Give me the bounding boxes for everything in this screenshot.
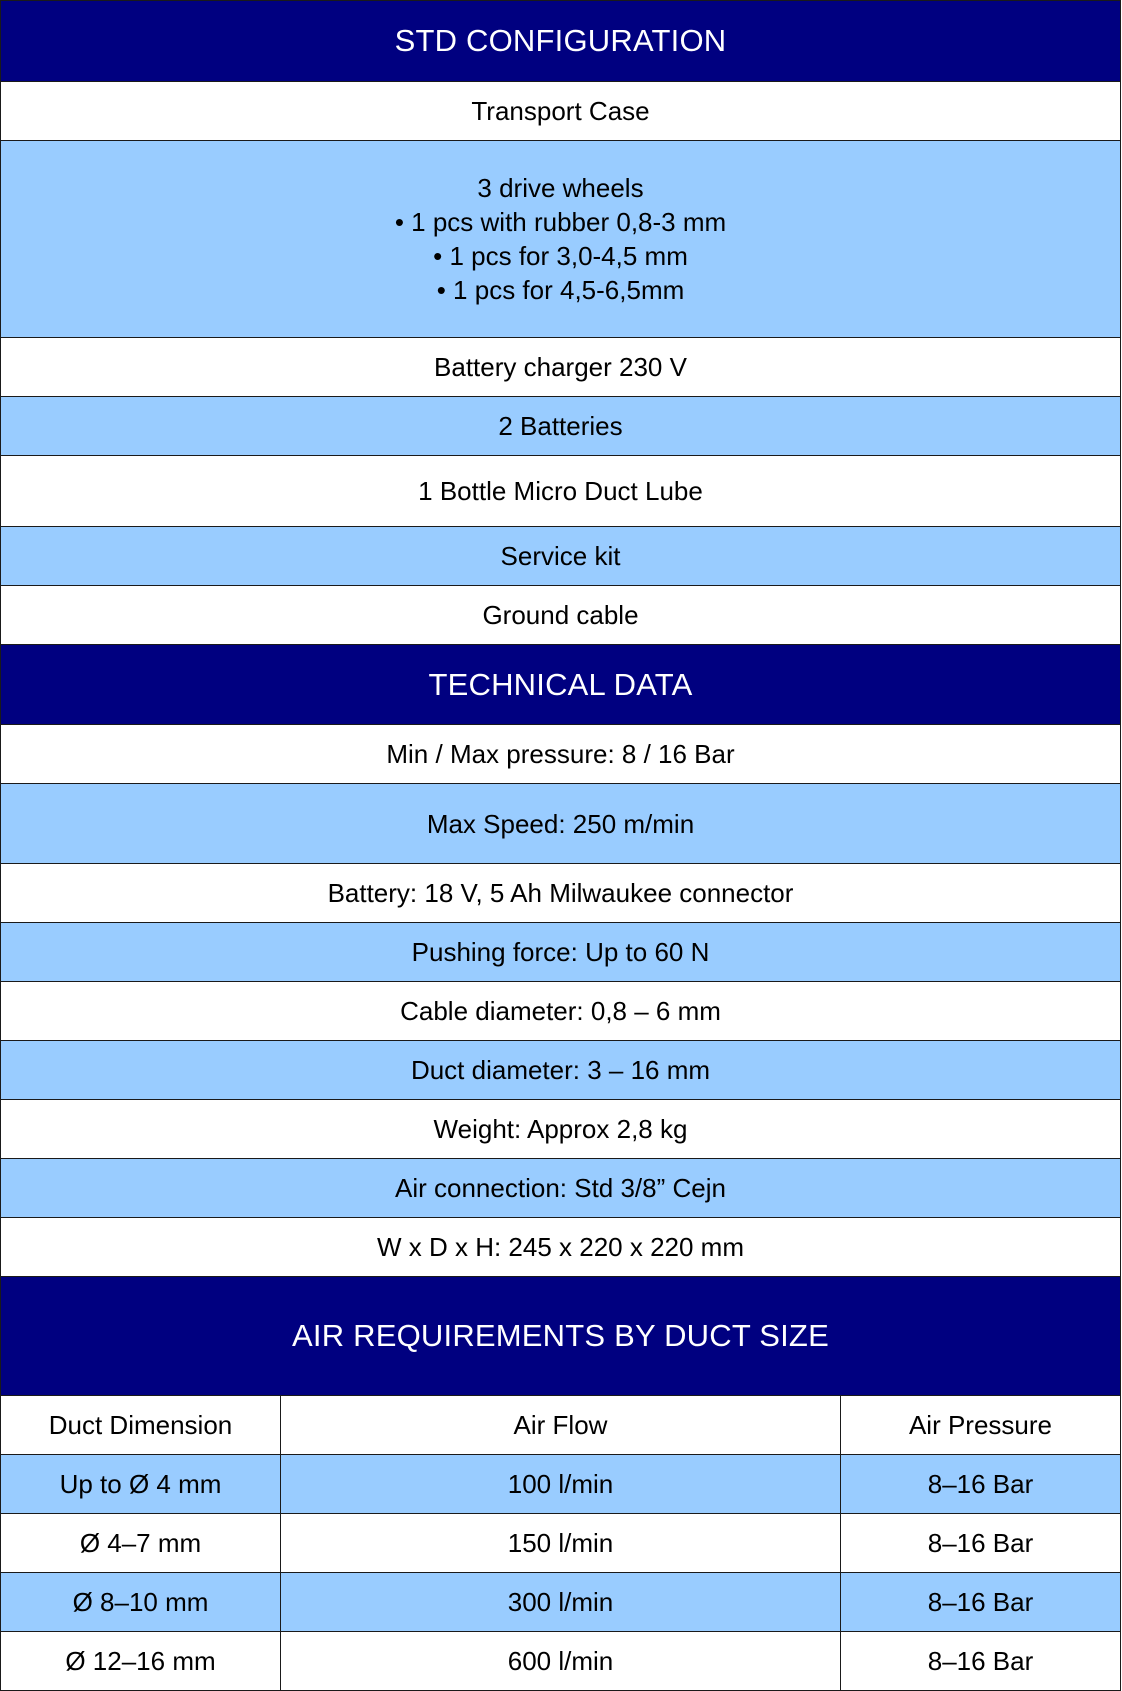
duct-dimension-cell: Ø 8–10 mm — [1, 1573, 281, 1632]
tech-item-duct-diameter: Duct diameter: 3 – 16 mm — [1, 1041, 1121, 1100]
tech-item-weight: Weight: Approx 2,8 kg — [1, 1100, 1121, 1159]
tech-row — [1, 923, 1121, 982]
table-row — [1, 1573, 1121, 1632]
config-item-line: • 1 pcs for 4,5-6,5mm — [436, 275, 685, 305]
duct-dimension-cell: Ø 12–16 mm — [1, 1632, 281, 1691]
tech-item-pressure: Min / Max pressure: 8 / 16 Bar — [1, 725, 1121, 784]
air-flow-cell: 100 l/min — [281, 1455, 841, 1514]
air-pressure-cell: 8–16 Bar — [841, 1573, 1121, 1632]
duct-dimension-cell: Ø 4–7 mm — [1, 1514, 281, 1573]
column-header-duct-dimension: Duct Dimension — [1, 1396, 281, 1455]
tech-item-cable-diameter: Cable diameter: 0,8 – 6 mm — [1, 982, 1121, 1041]
std-configuration-header-row — [1, 1, 1121, 82]
tech-row — [1, 864, 1121, 923]
tech-row — [1, 1159, 1121, 1218]
tech-row — [1, 725, 1121, 784]
air-requirements-header-row — [1, 1277, 1121, 1396]
config-item: Transport Case — [1, 82, 1121, 141]
table-row — [1, 1632, 1121, 1691]
std-configuration-heading: STD CONFIGURATION — [1, 1, 1121, 82]
air-requirements-heading: AIR REQUIREMENTS BY DUCT SIZE — [1, 1277, 1121, 1396]
config-row-service-kit — [1, 527, 1121, 586]
config-item-line: 3 drive wheels — [477, 173, 644, 203]
tech-row — [1, 982, 1121, 1041]
technical-data-heading: TECHNICAL DATA — [1, 645, 1121, 725]
config-item: 2 Batteries — [1, 397, 1121, 456]
air-pressure-cell: 8–16 Bar — [841, 1514, 1121, 1573]
duct-dimension-cell: Up to Ø 4 mm — [1, 1455, 281, 1514]
tech-item-air-connection: Air connection: Std 3/8” Cejn — [1, 1159, 1121, 1218]
tech-row — [1, 784, 1121, 864]
air-pressure-cell: 8–16 Bar — [841, 1632, 1121, 1691]
config-row-batteries — [1, 397, 1121, 456]
config-row-ground-cable — [1, 586, 1121, 645]
config-item: Service kit — [1, 527, 1121, 586]
config-item-line: • 1 pcs for 3,0-4,5 mm — [433, 241, 688, 271]
config-row-lube — [1, 456, 1121, 527]
tech-item-dimensions: W x D x H: 245 x 220 x 220 mm — [1, 1218, 1121, 1277]
config-item: 1 Bottle Micro Duct Lube — [1, 456, 1121, 527]
tech-item-pushing-force: Pushing force: Up to 60 N — [1, 923, 1121, 982]
config-row-drive-wheels — [1, 141, 1121, 338]
column-header-air-flow: Air Flow — [281, 1396, 841, 1455]
tech-row — [1, 1218, 1121, 1277]
air-flow-cell: 600 l/min — [281, 1632, 841, 1691]
air-column-header-row — [1, 1396, 1121, 1455]
table-row — [1, 1455, 1121, 1514]
config-item-drive-wheels — [1, 141, 1121, 338]
tech-item-speed: Max Speed: 250 m/min — [1, 784, 1121, 864]
tech-row — [1, 1041, 1121, 1100]
column-header-air-pressure: Air Pressure — [841, 1396, 1121, 1455]
config-row-battery-charger — [1, 338, 1121, 397]
tech-row — [1, 1100, 1121, 1159]
config-item-line: • 1 pcs with rubber 0,8-3 mm — [394, 207, 727, 237]
air-flow-cell: 300 l/min — [281, 1573, 841, 1632]
config-item: Ground cable — [1, 586, 1121, 645]
config-item: Battery charger 230 V — [1, 338, 1121, 397]
technical-data-header-row — [1, 645, 1121, 725]
config-row-transport-case — [1, 82, 1121, 141]
table-row — [1, 1514, 1121, 1573]
air-pressure-cell: 8–16 Bar — [841, 1455, 1121, 1514]
air-flow-cell: 150 l/min — [281, 1514, 841, 1573]
tech-item-battery: Battery: 18 V, 5 Ah Milwaukee connector — [1, 864, 1121, 923]
